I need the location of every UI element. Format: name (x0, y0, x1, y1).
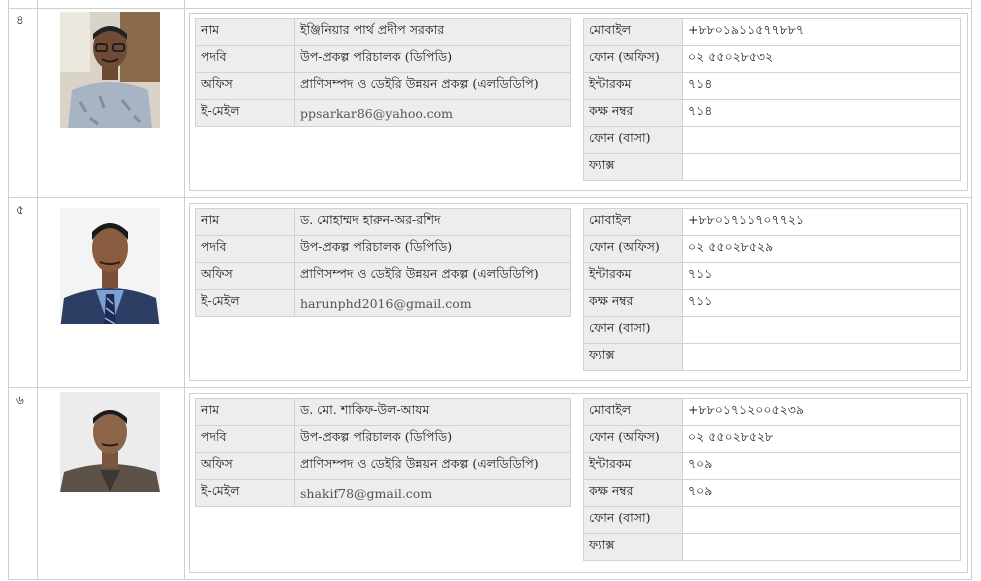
label-email: ই-মেইল (196, 290, 295, 317)
value-office: প্রাণিসম্পদ ও ডেইরি উন্নয়ন প্রকল্প (এলডিডিপি) (295, 263, 571, 290)
value-fax (683, 154, 961, 181)
value-phone-home (683, 507, 961, 534)
label-phone-office: ফোন (অফিস) (584, 426, 683, 453)
value-intercom: ৭১৪ (683, 73, 961, 100)
value-designation: উপ-প্রকল্প পরিচালক (ডিপিডি) (295, 46, 571, 73)
value-fax (683, 534, 961, 561)
serial-cell (9, 198, 38, 387)
label-mobile: মোবাইল (584, 19, 683, 46)
person-photo-icon (60, 12, 160, 128)
officer-row (8, 388, 972, 580)
value-name: ড. মো. শাকিফ-উল-আযম (295, 399, 571, 426)
serial-number: ৬ (16, 393, 24, 407)
value-phone-office: ০২ ৫৫০২৮৫২৯ (683, 236, 961, 263)
label-room: কক্ষ নম্বর (584, 100, 683, 127)
value-designation: উপ-প্রকল্প পরিচালক (ডিপিডি) (295, 426, 571, 453)
value-phone-home (683, 317, 961, 344)
officer-info-panel (189, 393, 968, 573)
label-fax: ফ্যাক্স (584, 154, 683, 181)
value-name: ইঞ্জিনিয়ার পার্থ প্রদীপ সরকার (295, 19, 571, 46)
label-mobile: মোবাইল (584, 209, 683, 236)
person-photo-icon (60, 208, 160, 324)
value-office: প্রাণিসম্পদ ও ডেইরি উন্নয়ন প্রকল্প (এলডিডিপি) (295, 453, 571, 480)
basic-info-table (195, 398, 571, 507)
label-intercom: ইন্টারকম (584, 73, 683, 100)
label-office: অফিস (196, 453, 295, 480)
label-name: নাম (196, 399, 295, 426)
label-room: কক্ষ নম্বর (584, 480, 683, 507)
label-intercom: ইন্টারকম (584, 263, 683, 290)
officer-info-panel (189, 13, 968, 191)
photo-cell (38, 198, 185, 387)
label-designation: পদবি (196, 236, 295, 263)
label-fax: ফ্যাক্স (584, 344, 683, 371)
photo-cell (38, 388, 185, 579)
person-photo-icon (60, 392, 160, 492)
value-phone-office: ০২ ৫৫০২৮৫২৮ (683, 426, 961, 453)
label-name: নাম (196, 209, 295, 236)
label-mobile: মোবাইল (584, 399, 683, 426)
label-name: নাম (196, 19, 295, 46)
label-phone-home: ফোন (বাসা) (584, 317, 683, 344)
value-phone-office: ০২ ৫৫০২৮৫৩২ (683, 46, 961, 73)
photo-cell (38, 8, 185, 197)
value-designation: উপ-প্রকল্প পরিচালক (ডিপিডি) (295, 236, 571, 263)
label-phone-office: ফোন (অফিস) (584, 236, 683, 263)
contact-info-table (583, 398, 961, 561)
serial-number: ৪ (16, 13, 24, 27)
value-mobile: +৮৮০১৭১২০০৫২৩৯ (683, 399, 961, 426)
label-designation: পদবি (196, 426, 295, 453)
value-room: ৭১৪ (683, 100, 961, 127)
label-fax: ফ্যাক্স (584, 534, 683, 561)
basic-info-table (195, 208, 571, 317)
serial-cell (9, 388, 38, 579)
label-email: ই-মেইল (196, 100, 295, 127)
serial-cell (9, 8, 38, 197)
label-office: অফিস (196, 263, 295, 290)
value-intercom: ৭০৯ (683, 453, 961, 480)
label-intercom: ইন্টারকম (584, 453, 683, 480)
label-phone-office: ফোন (অফিস) (584, 46, 683, 73)
value-email[interactable]: ppsarkar86@yahoo.com (295, 100, 571, 127)
basic-info-table (195, 18, 571, 127)
label-room: কক্ষ নম্বর (584, 290, 683, 317)
value-fax (683, 344, 961, 371)
value-room: ৭০৯ (683, 480, 961, 507)
value-room: ৭১১ (683, 290, 961, 317)
serial-number: ৫ (16, 203, 24, 217)
officer-info-panel (189, 203, 968, 381)
value-office: প্রাণিসম্পদ ও ডেইরি উন্নয়ন প্রকল্প (এলডিডিপি) (295, 73, 571, 100)
value-email[interactable]: harunphd2016@gmail.com (295, 290, 571, 317)
value-intercom: ৭১১ (683, 263, 961, 290)
value-mobile: +৮৮০১৯১১৫৭৭৮৮৭ (683, 19, 961, 46)
label-email: ই-মেইল (196, 480, 295, 507)
contact-info-table (583, 208, 961, 371)
label-phone-home: ফোন (বাসা) (584, 127, 683, 154)
label-phone-home: ফোন (বাসা) (584, 507, 683, 534)
officer-row (8, 8, 972, 198)
value-email[interactable]: shakif78@gmail.com (295, 480, 571, 507)
value-name: ড. মোহাম্মদ হারুন-অর-রশিদ (295, 209, 571, 236)
value-phone-home (683, 127, 961, 154)
label-designation: পদবি (196, 46, 295, 73)
label-office: অফিস (196, 73, 295, 100)
value-mobile: +৮৮০১৭১১৭০৭৭২১ (683, 209, 961, 236)
contact-info-table (583, 18, 961, 181)
officer-row (8, 198, 972, 388)
